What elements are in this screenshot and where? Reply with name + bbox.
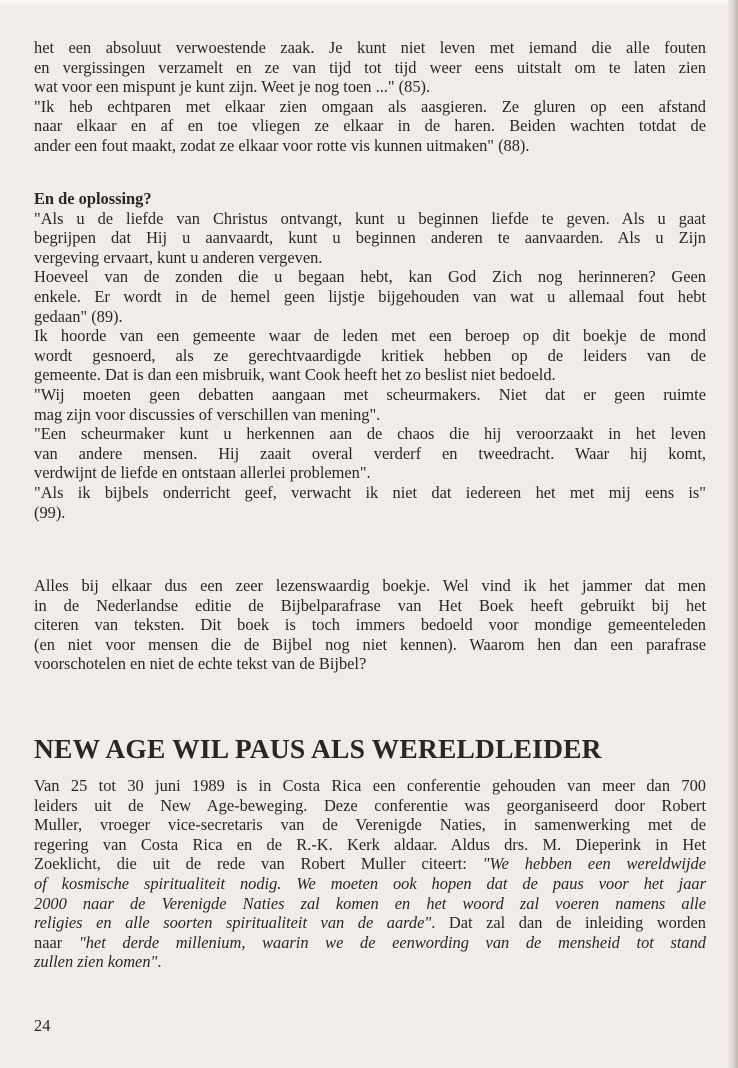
text-run: Muller, vroeger vice-secretaris van de Verenigde Naties, in samenwerking met de	[34, 815, 706, 835]
text-run: "Als u de liefde van Christus ontvangt, kunt u beginnen liefde te geven. Als u gaat	[34, 208, 706, 228]
text-line	[34, 952, 706, 972]
text-run: "Ik heb echtparen met elkaar zien omgaan als aasgieren. Ze gluren op een afstand	[34, 96, 706, 116]
text-run: vergeving ervaart, kunt u anderen vergeven.	[34, 247, 323, 267]
text-line	[34, 615, 706, 635]
text-line	[34, 248, 706, 268]
text-line	[34, 483, 706, 503]
italic-quote: "We hebben een wereldwijde	[482, 854, 707, 874]
italic-quote: of kosmische spiritualiteit nodig. We moeten ook hopen dat de paus voor het jaar	[34, 873, 706, 893]
quote-paragraphs	[34, 38, 706, 156]
text-line	[34, 267, 706, 287]
text-line	[34, 894, 706, 914]
text-run: Zoeklicht, die uit de rede van Robert Muller citeert:	[34, 854, 483, 874]
text-line	[34, 38, 706, 58]
text-run: (99).	[34, 502, 66, 522]
text-line	[34, 346, 706, 366]
text-run: Ik hoorde van een gemeente waar de leden met een beroep op dit boekje de mond	[34, 326, 706, 346]
page-binding-shadow	[728, 0, 738, 1068]
text-run: enkele. Er wordt in de hemel geen lijstje bijgehouden van wat u allemaal fout hebt	[34, 286, 706, 306]
text-line	[34, 287, 706, 307]
text-run: gedaan" (89).	[34, 306, 123, 326]
text-line	[34, 405, 706, 425]
text-run: "Een scheurmaker kunt u herkennen aan de chaos die hij veroorzaakt in het leven	[34, 424, 706, 444]
italic-quote: "het derde millenium, waarin we de eenwording van de mensheid tot stand	[78, 932, 706, 952]
text-line	[34, 463, 706, 483]
text-line	[34, 424, 706, 444]
subheading: En de oplossing?	[34, 189, 152, 208]
text-line	[34, 365, 706, 385]
text-line	[34, 874, 706, 894]
text-run: Van 25 tot 30 juni 1989 is in Costa Rica een conferentie gehouden van meer dan 700	[34, 776, 706, 795]
text-line	[34, 776, 706, 796]
text-run: wat voor een mispunt je kunt zijn. Weet je nog toen ..." (85).	[34, 77, 431, 97]
text-line	[34, 654, 706, 674]
text-line	[34, 815, 706, 835]
text-line	[34, 136, 706, 156]
text-run: Alles bij elkaar dus een zeer lezenswaardig boekje. Wel vind ik het jammer dat men	[34, 576, 706, 595]
text-line	[34, 933, 706, 953]
text-run: in de Nederlandse editie de Bijbelparafrase van Het Boek heeft gebruikt bij het	[34, 595, 706, 615]
text-line	[34, 596, 706, 616]
text-line	[34, 913, 706, 933]
text-run: .	[157, 952, 162, 972]
text-run: . Dat zal dan de inleiding worden	[431, 913, 706, 933]
section-heading: NEW AGE WIL PAUS ALS WERELDLEIDER	[34, 733, 602, 764]
text-line	[34, 796, 706, 816]
text-run: naar	[34, 932, 79, 952]
new-age-article-body	[34, 776, 706, 972]
text-line	[34, 58, 706, 78]
text-run: regering van Costa Rica en de R.-K. Kerk aldaar. Aldus drs. M. Dieperink in Het	[34, 834, 706, 854]
text-line	[34, 97, 706, 117]
text-line	[34, 385, 706, 405]
page-top-edge	[0, 0, 738, 6]
page-number: 24	[34, 1016, 51, 1035]
text-run: van andere mensen. Hij zaait overal verderf en tweedracht. Waar hij komt,	[34, 443, 706, 463]
text-run: leiders uit de New Age-beweging. Deze conferentie was georganiseerd door Robert	[34, 795, 706, 815]
text-run: Hoeveel van de zonden die u begaan hebt, kan God Zich nog herinneren? Geen	[34, 267, 706, 287]
text-line	[34, 635, 706, 655]
text-line	[34, 189, 706, 209]
text-run: (en niet voor mensen die de Bijbel nog niet kennen). Waarom hen dan een parafrase	[34, 634, 706, 654]
text-run: naar elkaar en af en toe vliegen ze elkaar in de haren. Beiden wachten totdat de	[34, 116, 706, 136]
review-conclusion	[34, 576, 706, 674]
text-run: ander een fout maakt, zodat ze elkaar voor rotte vis kunnen uitmaken" (88).	[34, 135, 530, 155]
text-run: wordt gesnoerd, als ze gerechtvaardigde kritiek hebben op de leiders van de	[34, 345, 706, 365]
text-line	[34, 444, 706, 464]
text-run: en vergissingen verzamelt en ze van tijd tot tijd weer eens uitstalt om te laten zien	[34, 57, 706, 77]
text-run: het een absoluut verwoestende zaak. Je kunt niet leven met iemand die alle fouten	[34, 38, 706, 57]
text-run: voorschotelen en niet de echte tekst van de Bijbel?	[34, 654, 367, 674]
text-run: gemeente. Dat is dan een misbruik, want Cook heeft het zo beslist niet bedoeld.	[34, 365, 556, 385]
text-line	[34, 503, 706, 523]
italic-quote: zullen zien komen"	[34, 952, 158, 972]
text-line	[34, 326, 706, 346]
text-line	[34, 77, 706, 97]
italic-quote: 2000 naar de Verenigde Naties zal komen en het woord zal voeren namens alle	[34, 893, 706, 913]
text-line	[34, 228, 706, 248]
italic-quote: religies en alle soorten spiritualiteit van de aarde"	[34, 913, 432, 933]
text-run: "Als ik bijbels onderricht geef, verwacht ik niet dat iedereen het met mij eens is"	[34, 482, 706, 502]
text-line	[34, 116, 706, 136]
text-line	[34, 209, 706, 229]
text-run: verdwijnt de liefde en ontstaan allerlei problemen".	[34, 463, 371, 483]
text-line	[34, 576, 706, 596]
text-run: mag zijn voor discussies of verschillen van mening".	[34, 404, 381, 424]
text-run: begrijpen dat Hij u aanvaardt, kunt u beginnen anderen te aanvaarden. Als u Zijn	[34, 228, 706, 248]
text-line	[34, 835, 706, 855]
text-line	[34, 854, 706, 874]
text-run: citeren van teksten. Dit boek is toch immers bedoeld voor mondige gemeenteleden	[34, 615, 706, 635]
text-run: "Wij moeten geen debatten aangaan met scheurmakers. Niet dat er geen ruimte	[34, 384, 706, 404]
text-line	[34, 307, 706, 327]
solution-section	[34, 189, 706, 522]
